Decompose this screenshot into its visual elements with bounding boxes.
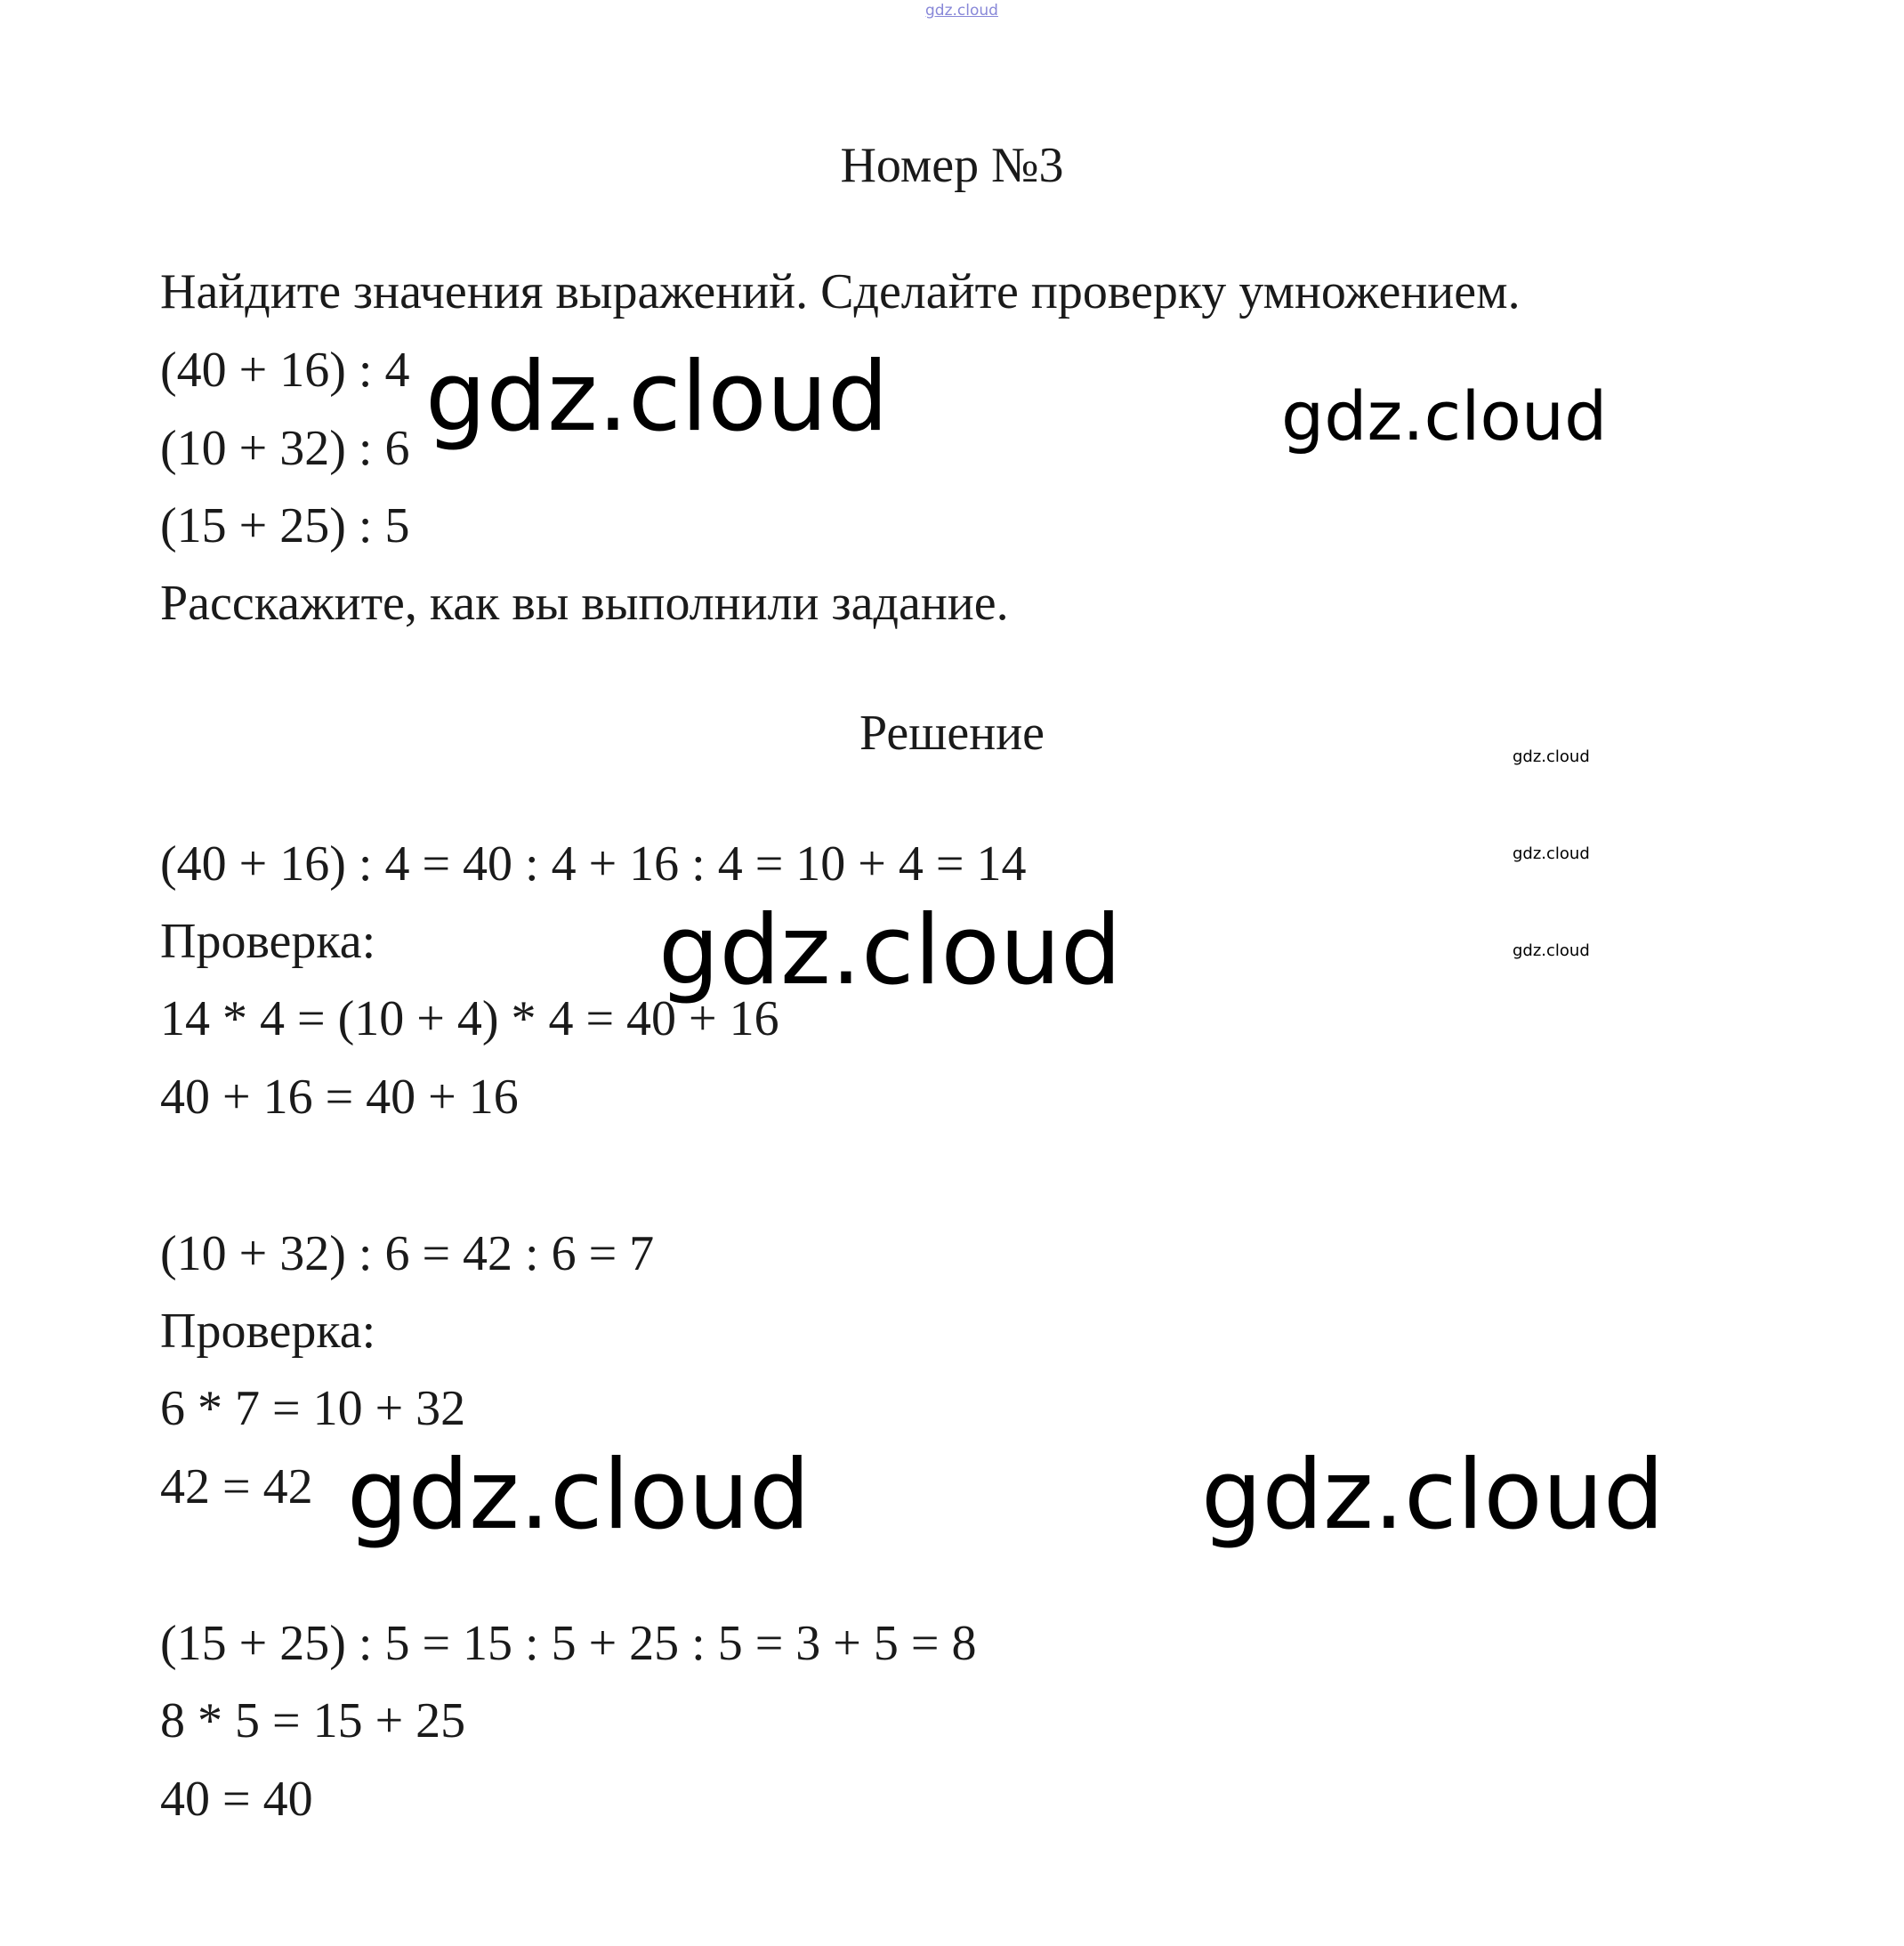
solution-1-calc: (40 + 16) : 4 = 40 : 4 + 16 : 4 = 10 + 4 = 14 [160, 836, 1027, 892]
watermark-7: gdz.cloud [347, 1440, 811, 1551]
solution-3-calc: (15 + 25) : 5 = 15 : 5 + 25 : 5 = 3 + 5 = 8 [160, 1616, 977, 1671]
top-watermark-link[interactable]: gdz.cloud [925, 2, 998, 20]
watermark-5: gdz.cloud [1513, 941, 1590, 960]
solution-heading: Решение [859, 706, 1045, 761]
page-title: Номер №3 [840, 138, 1064, 193]
watermark-4: gdz.cloud [1513, 844, 1590, 863]
watermark-1: gdz.cloud [425, 342, 889, 453]
watermark-8: gdz.cloud [1201, 1440, 1665, 1551]
solution-2-check-line-1: 6 * 7 = 10 + 32 [160, 1381, 466, 1436]
watermark-2: gdz.cloud [1281, 376, 1608, 456]
watermark-6: gdz.cloud [658, 895, 1122, 1006]
solution-1-check-line-1: 14 * 4 = (10 + 4) * 4 = 40 + 16 [160, 991, 779, 1046]
solution-3-check-line-2: 40 = 40 [160, 1772, 313, 1827]
task-expression-2: (10 + 32) : 6 [160, 421, 410, 476]
task-expression-1: (40 + 16) : 4 [160, 343, 410, 398]
task-question: Расскажите, как вы выполнили задание. [160, 576, 1009, 631]
watermark-3: gdz.cloud [1513, 747, 1590, 766]
solution-2-calc: (10 + 32) : 6 = 42 : 6 = 7 [160, 1226, 655, 1281]
solution-2-check-label: Проверка: [160, 1304, 376, 1359]
task-instruction: Найдите значения выражений. Сделайте проверку умножением. [160, 264, 1521, 319]
solution-2-check-line-2: 42 = 42 [160, 1459, 313, 1514]
solution-3-check-line-1: 8 * 5 = 15 + 25 [160, 1693, 466, 1748]
task-expression-3: (15 + 25) : 5 [160, 498, 410, 553]
solution-1-check-line-2: 40 + 16 = 40 + 16 [160, 1070, 519, 1125]
solution-1-check-label: Проверка: [160, 914, 376, 969]
